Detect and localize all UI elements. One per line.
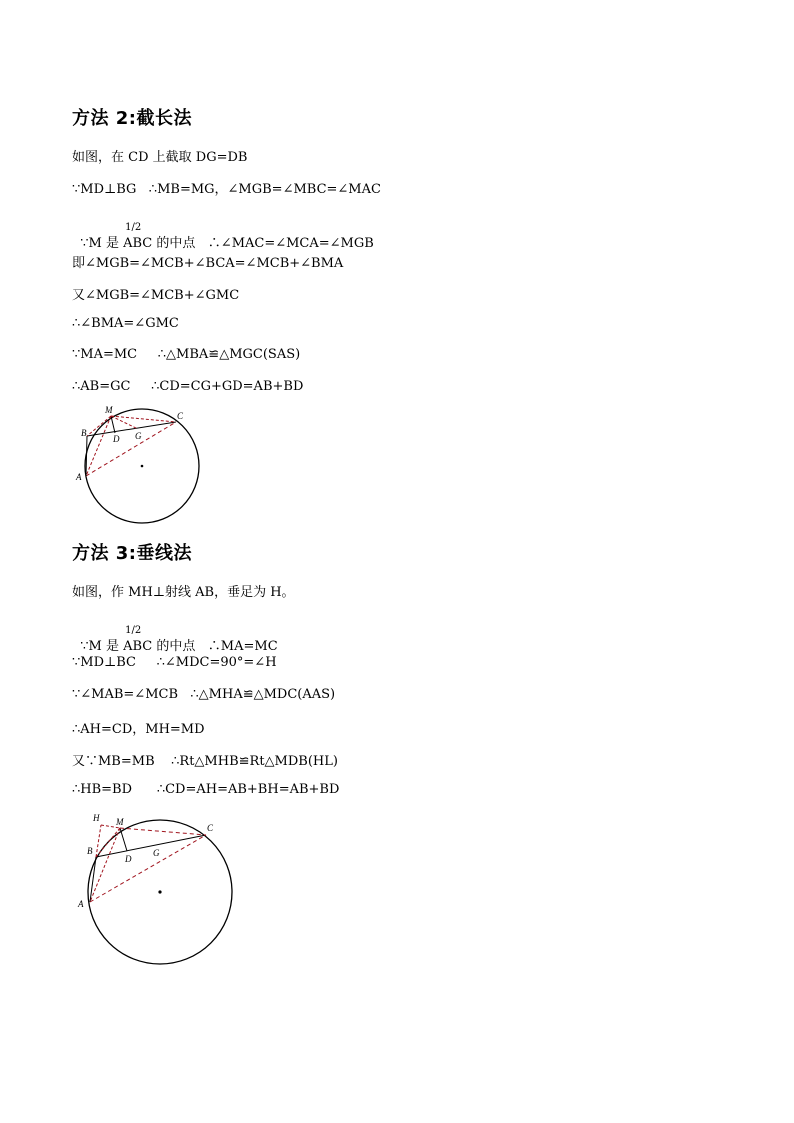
method3-title: 方法 3:垂线法	[72, 543, 192, 564]
method2-figure	[70, 400, 210, 530]
method2-line-6: ∴∠BMA=∠GMC	[72, 316, 179, 331]
label-m: M	[116, 817, 124, 827]
label-c: C	[207, 823, 214, 833]
chord-bc	[87, 422, 176, 436]
method3-line-4: ∵∠MAB=∠MCB ∴△MHA≌△MDC(AAS)	[72, 687, 336, 702]
method3-line-6: 又∵MB=MB ∴Rt△MHB≌Rt△MDB(HL)	[72, 754, 338, 769]
segment-md	[111, 416, 115, 433]
method2-line-8: ∴AB=GC ∴CD=CG+GD=AB+BD	[72, 379, 304, 394]
label-d: D	[125, 854, 132, 864]
method2-line-3	[72, 217, 374, 251]
method2-line-3-prefix: ∵M 是	[80, 236, 124, 251]
method2-line-1: 如图，在 CD 上截取 DG=DB	[72, 150, 248, 165]
segment-ma	[86, 416, 111, 476]
arc-letters: ABC	[123, 639, 153, 654]
method2-line-2: ∵MD⊥BG ∴MB=MG，∠MGB=∠MBC=∠MAC	[72, 182, 381, 197]
method3-figure	[74, 810, 244, 975]
label-h: H	[93, 813, 100, 823]
circle-center	[141, 465, 144, 468]
segment-ac	[90, 835, 206, 902]
segment-md	[120, 828, 127, 851]
segment-ac	[86, 422, 176, 476]
arc-letters: ABC	[123, 236, 153, 251]
method2-line-4: 即∠MGB=∠MCB+∠BCA=∠MCB+∠BMA	[72, 256, 344, 271]
label-a: A	[78, 899, 84, 909]
arc-fraction: 1/2	[125, 625, 142, 636]
method2-title: 方法 2:截长法	[72, 108, 192, 129]
method3-line-7: ∴HB=BD ∴CD=AH=AB+BH=AB+BD	[72, 782, 340, 797]
method3-line-5: ∴AH=CD，MH=MD	[72, 722, 205, 737]
method3-line-1: 如图，作 MH⊥射线 AB，垂足为 H。	[72, 585, 295, 600]
method3-line-3: ∵MD⊥BC ∴∠MDC=90°=∠H	[72, 655, 277, 670]
label-d: D	[113, 434, 120, 444]
method2-line-5: 又∠MGB=∠MCB+∠GMC	[72, 288, 240, 303]
method3-line-2-suffix: 的中点 ∴MA=MC	[152, 639, 278, 654]
label-b: B	[81, 428, 87, 438]
label-a: A	[76, 472, 82, 482]
circle-center	[158, 890, 161, 893]
method3-line-2-prefix: ∵M 是	[80, 639, 124, 654]
label-m: M	[105, 405, 113, 415]
label-c: C	[177, 411, 184, 421]
arc-abc-mark	[123, 625, 153, 654]
segment-ab	[86, 436, 87, 476]
label-g: G	[135, 431, 142, 441]
method3-line-2	[72, 620, 278, 654]
method2-line-7: ∵MA=MC ∴△MBA≌△MGC(SAS)	[72, 347, 301, 362]
label-g: G	[153, 848, 160, 858]
label-b: B	[87, 846, 93, 856]
segment-mg	[111, 416, 138, 429]
arc-fraction: 1/2	[125, 222, 142, 233]
arc-abc-mark	[123, 222, 153, 251]
method2-line-3-suffix: 的中点 ∴∠MAC=∠MCA=∠MGB	[152, 236, 374, 251]
segment-mc	[120, 828, 206, 835]
